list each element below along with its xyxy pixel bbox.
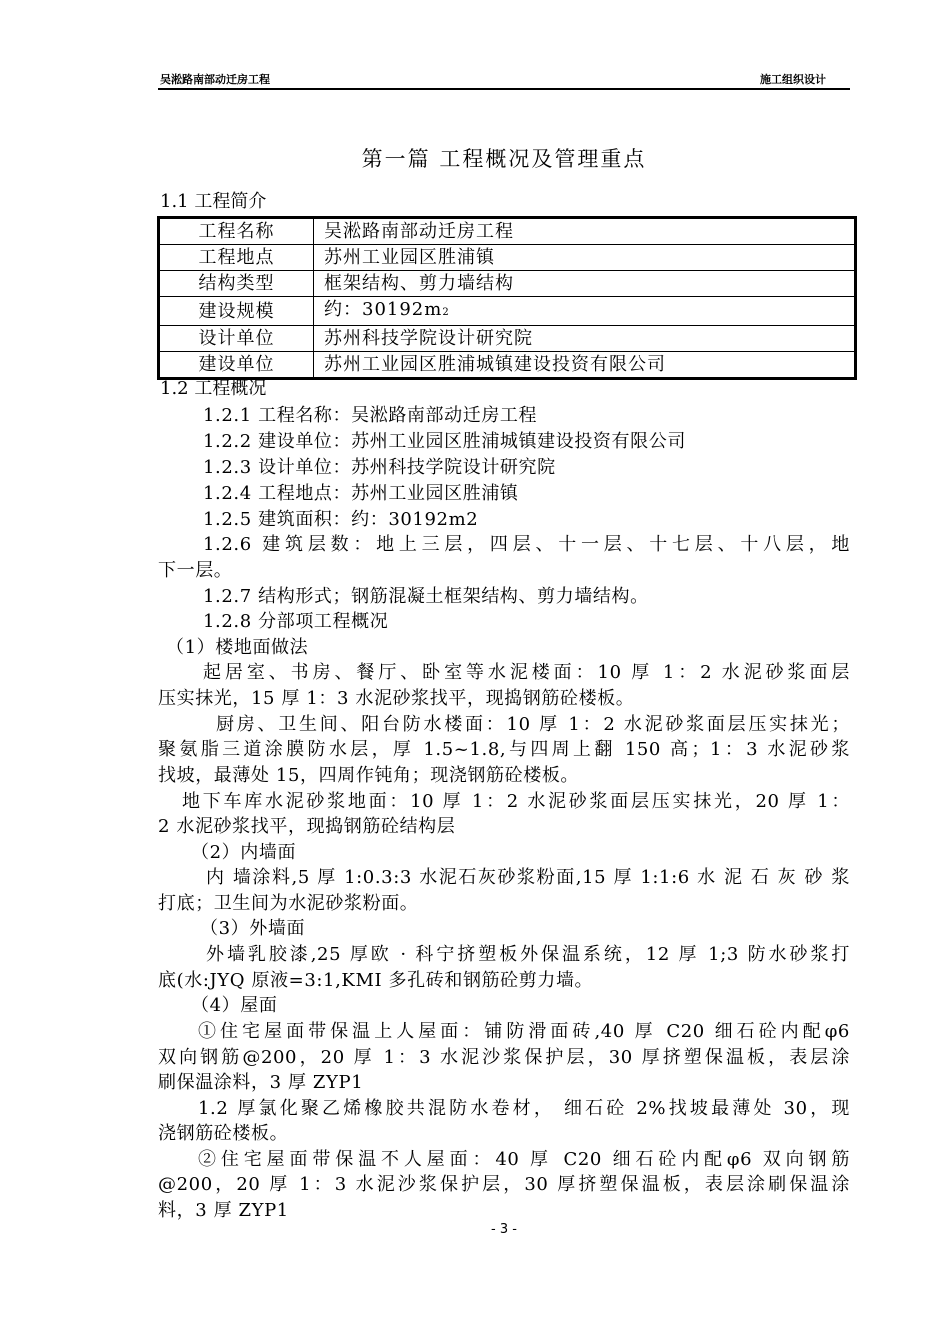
info-row <box>159 245 856 271</box>
body-line: 压实抹光，15 厚 1：3 水泥砂浆找平，现捣钢筋砼楼板。 <box>158 688 635 709</box>
body-line: （3）外墙面 <box>200 918 306 939</box>
body-line: 打底；卫生间为水泥砂浆粉面。 <box>158 893 419 914</box>
body-line: 1.2.6 建筑层数：地上三层，四层、十一层、十七层、十八层，地 <box>203 534 850 555</box>
info-key: 工程地点 <box>159 245 314 271</box>
body-line: ①住宅屋面带保温上人屋面：铺防滑面砖,40 厚 C20 细石砼内配φ6 <box>198 1021 850 1042</box>
page-header <box>158 68 850 90</box>
body-line: 厨房、卫生间、阳台防水楼面：10 厚 1：2 水泥砂浆面层压实抹光； <box>216 714 850 735</box>
body-line: 底(水:JYQ 原液=3:1,KMI 多孔砖和钢筋砼剪力墙。 <box>158 970 594 991</box>
info-value <box>314 297 856 326</box>
body-line: 2 水泥砂浆找平，现捣钢筋砼结构层 <box>158 816 456 837</box>
info-value <box>314 326 856 352</box>
body-line: 1.2.2 建设单位：苏州工业园区胜浦城镇建设投资有限公司 <box>203 431 686 452</box>
info-value-text: 苏州工业园区胜浦镇 <box>324 247 495 268</box>
info-key: 建设单位 <box>159 352 314 379</box>
info-value-text: 吴淞路南部动迁房工程 <box>324 221 514 242</box>
body-line: （1）楼地面做法 <box>166 637 309 658</box>
body-line: 1.2.5 建筑面积：约：30192m2 <box>203 509 479 530</box>
info-value-text: 苏州科技学院设计研究院 <box>324 328 533 349</box>
info-row <box>159 297 856 326</box>
section-heading-1-2: 1.2 工程概况 <box>160 378 267 399</box>
body-line: 找坡，最薄处 15，四周作钝角；现浇钢筋砼楼板。 <box>158 765 580 786</box>
info-key: 设计单位 <box>159 326 314 352</box>
body-line: 1.2.3 设计单位：苏州科技学院设计研究院 <box>203 457 556 478</box>
info-value <box>314 271 856 297</box>
header-project-name: 吴淞路南部动迁房工程 <box>160 73 270 86</box>
info-value-text: 框架结构、剪力墙结构 <box>324 273 514 294</box>
body-line: 下一层。 <box>158 560 233 581</box>
body-line: 浇钢筋砼楼板。 <box>158 1123 289 1144</box>
body-line: @200，20 厚 1：3 水泥沙浆保护层，30 厚挤塑保温板，表层涂刷保温涂 <box>158 1174 850 1195</box>
info-value <box>314 245 856 271</box>
info-row <box>159 326 856 352</box>
body-line: 1.2.4 工程地点：苏州工业园区胜浦镇 <box>203 483 519 504</box>
info-key: 建设规模 <box>159 297 314 326</box>
info-value <box>314 352 856 379</box>
header-doc-type: 施工组织设计 <box>760 73 826 86</box>
info-key: 结构类型 <box>159 271 314 297</box>
body-line: 内 墙涂料,5 厚 1:0.3:3 水泥石灰砂浆粉面,15 厚 1:1:6 水 泥 石 灰 砂 浆 <box>206 867 850 888</box>
info-value-unit: 2 <box>442 307 450 318</box>
body-line: 刷保温涂料，3 厚 ZYP1 <box>158 1072 364 1093</box>
body-line: 外墙乳胶漆,25 厚欧 · 科宁挤塑板外保温系统，12 厚 1;3 防水砂浆打 <box>206 944 850 965</box>
body-line: 1.2.7 结构形式；钢筋混凝土框架结构、剪力墙结构。 <box>203 586 649 607</box>
info-value-text: 约：30192m <box>324 299 443 320</box>
body-line: 地下车库水泥砂浆地面：10 厚 1：2 水泥砂浆面层压实抹光，20 厚 1： <box>182 791 850 812</box>
page-number: - 3 - <box>491 1222 517 1237</box>
info-value-text: 苏州工业园区胜浦城镇建设投资有限公司 <box>324 354 666 375</box>
info-row <box>159 218 856 245</box>
body-line: ②住宅屋面带保温不人屋面：40 厚 C20 细石砼内配φ6 双向钢筋 <box>198 1149 850 1170</box>
body-line: 1.2.1 工程名称：吴淞路南部动迁房工程 <box>203 405 538 426</box>
body-line: 聚氨脂三道涂膜防水层，厚 1.5~1.8,与四周上翻 150 高；1：3 水泥砂浆 <box>158 739 850 760</box>
body-line: 双向钢筋@200，20 厚 1：3 水泥沙浆保护层，30 厚挤塑保温板，表层涂 <box>158 1047 850 1068</box>
body-line: 料，3 厚 ZYP1 <box>158 1200 289 1221</box>
project-info-table <box>157 216 857 380</box>
body-line: 1.2 厚氯化聚乙烯橡胶共混防水卷材， 细石砼 2%找坡最薄处 30，现 <box>198 1098 850 1119</box>
chapter-title: 第一篇 工程概况及管理重点 <box>361 147 647 171</box>
section-heading-1-1: 1.1 工程简介 <box>160 191 267 212</box>
body-line: （2）内墙面 <box>191 842 297 863</box>
body-line: 1.2.8 分部项工程概况 <box>203 611 389 632</box>
body-line: 起居室、书房、餐厅、卧室等水泥楼面：10 厚 1：2 水泥砂浆面层 <box>203 662 850 683</box>
info-value <box>314 218 856 245</box>
body-line: （4）屋面 <box>191 995 278 1016</box>
info-row <box>159 271 856 297</box>
info-key: 工程名称 <box>159 218 314 245</box>
